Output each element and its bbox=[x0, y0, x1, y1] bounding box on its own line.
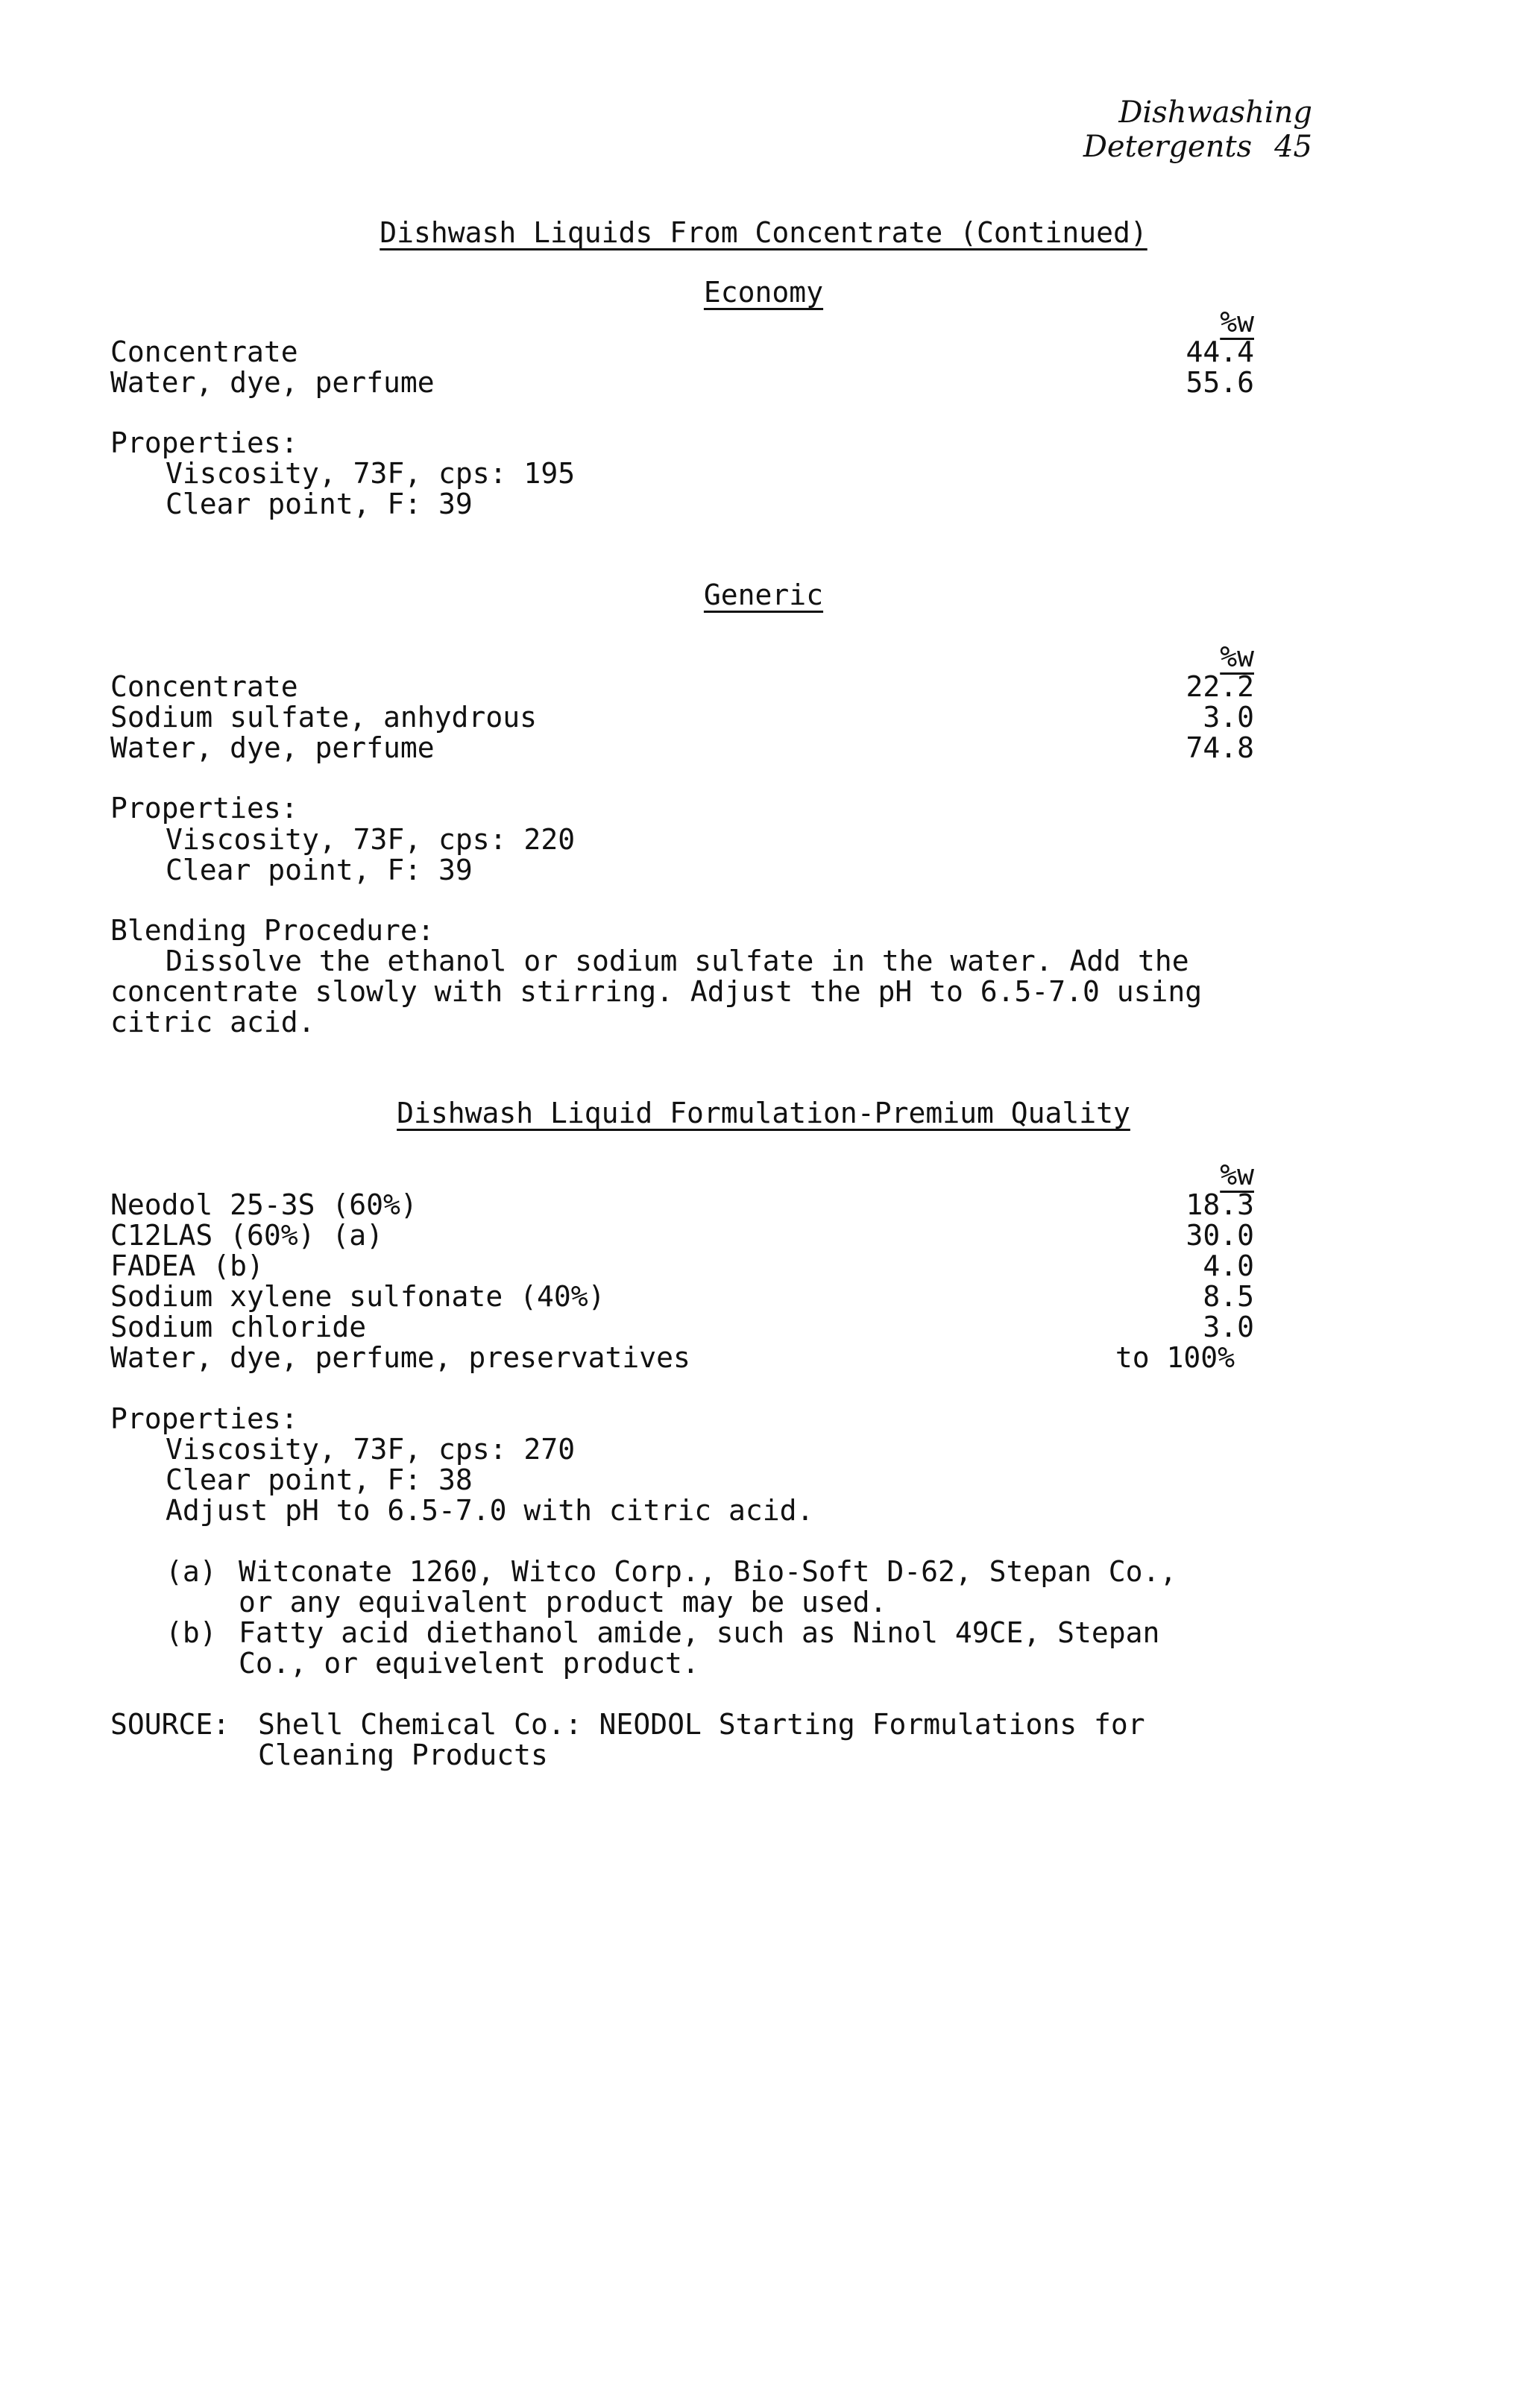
ingredient-value: 44.4 bbox=[1186, 335, 1254, 368]
ingredient-name: Water, dye, perfume, preservatives bbox=[110, 1341, 690, 1374]
note-line: Fatty acid diethanol amide, such as Ninol 49CE, Stepan bbox=[239, 1616, 1160, 1649]
ingredient-value: 22.2 bbox=[1186, 670, 1254, 703]
running-title: Dishwashing Detergents bbox=[1083, 95, 1312, 164]
ingredient-name: FADEA (b) bbox=[110, 1249, 264, 1282]
section-title: Dishwash Liquid Formulation-Premium Quality bbox=[397, 1097, 1130, 1129]
blending-line: citric acid. bbox=[110, 1006, 315, 1038]
ingredient-value: 8.5 bbox=[1203, 1280, 1254, 1313]
source-line: Shell Chemical Co.: NEODOL Starting Formulations for bbox=[258, 1708, 1145, 1741]
ingredient-name: Concentrate bbox=[110, 670, 298, 703]
ingredient-name: Water, dye, perfume bbox=[110, 731, 435, 764]
economy-unit: %w bbox=[1220, 306, 1254, 338]
ingredient-value: 55.6 bbox=[1186, 366, 1254, 399]
note-line: or any equivalent product may be used. bbox=[239, 1586, 887, 1619]
property-line: Viscosity, 73F, cps: 270 bbox=[166, 1433, 576, 1466]
note-marker: (a) bbox=[166, 1555, 217, 1588]
property-line: Viscosity, 73F, cps: 195 bbox=[166, 457, 576, 490]
generic-unit: %w bbox=[1220, 640, 1254, 673]
ingredient-name: Neodol 25-3S (60%) bbox=[110, 1188, 418, 1221]
blending-label: Blending Procedure: bbox=[110, 914, 435, 947]
ingredient-value: 74.8 bbox=[1186, 731, 1254, 764]
running-header bbox=[925, 95, 1312, 164]
economy-heading: Economy bbox=[703, 276, 824, 309]
property-line: Viscosity, 73F, cps: 220 bbox=[166, 823, 576, 856]
ingredient-name: Water, dye, perfume bbox=[110, 366, 435, 399]
note-marker: (b) bbox=[166, 1616, 217, 1649]
property-line: Clear point, F: 39 bbox=[166, 854, 473, 886]
note-line: Witconate 1260, Witco Corp., Bio-Soft D-62, Stepan Co., bbox=[239, 1555, 1177, 1588]
properties-label: Properties: bbox=[110, 1402, 298, 1435]
section-title: Dishwash Liquids From Concentrate (Continued) bbox=[380, 216, 1147, 249]
property-line: Adjust pH to 6.5-7.0 with citric acid. bbox=[166, 1494, 814, 1527]
ingredient-value: 30.0 bbox=[1186, 1219, 1254, 1252]
source-label: SOURCE: bbox=[110, 1708, 230, 1741]
ingredient-value: to 100% bbox=[1115, 1341, 1235, 1374]
page-number: 45 bbox=[1274, 130, 1312, 164]
source-line: Cleaning Products bbox=[258, 1739, 548, 1771]
ingredient-value: 3.0 bbox=[1203, 1311, 1254, 1343]
blending-line: concentrate slowly with stirring. Adjust the pH to 6.5-7.0 using bbox=[110, 975, 1203, 1008]
properties-label: Properties: bbox=[110, 426, 298, 459]
ingredient-name: Sodium chloride bbox=[110, 1311, 367, 1343]
ingredient-value: 18.3 bbox=[1186, 1188, 1254, 1221]
ingredient-value: 3.0 bbox=[1203, 701, 1254, 734]
ingredient-name: C12LAS (60%) (a) bbox=[110, 1219, 384, 1252]
ingredient-name: Sodium sulfate, anhydrous bbox=[110, 701, 537, 734]
generic-heading: Generic bbox=[703, 579, 824, 611]
note-line: Co., or equivelent product. bbox=[239, 1647, 699, 1680]
blending-line: Dissolve the ethanol or sodium sulfate in the water. Add the bbox=[166, 945, 1189, 977]
ingredient-name: Concentrate bbox=[110, 335, 298, 368]
premium-unit: %w bbox=[1220, 1159, 1254, 1191]
property-line: Clear point, F: 39 bbox=[166, 488, 473, 520]
properties-label: Properties: bbox=[110, 792, 298, 825]
property-line: Clear point, F: 38 bbox=[166, 1463, 473, 1496]
ingredient-name: Sodium xylene sulfonate (40%) bbox=[110, 1280, 605, 1313]
ingredient-value: 4.0 bbox=[1203, 1249, 1254, 1282]
